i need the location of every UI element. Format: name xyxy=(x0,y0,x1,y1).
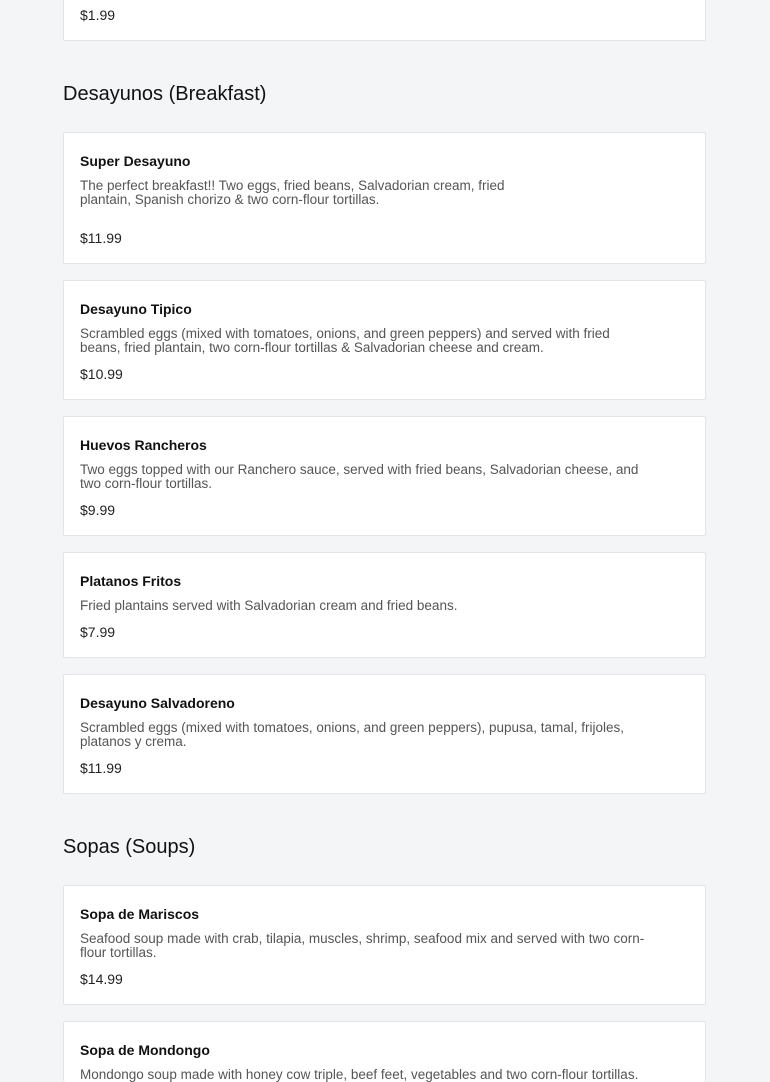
item-description: Fried plantains served with Salvadorian cream and fried beans. xyxy=(80,598,458,613)
item-name: Desayuno Salvadoreno xyxy=(80,695,235,711)
item-description: Two eggs topped with our Ranchero sauce, served with fried beans, Salvadorian cheese, and two corn-flour tortillas. xyxy=(80,462,639,491)
item-name: Super Desayuno xyxy=(80,153,191,169)
item-price: $1.99 xyxy=(80,7,116,23)
menu-item-card[interactable] xyxy=(63,416,706,536)
item-description: The perfect breakfast!! Two eggs, fried beans, Salvadorian cream, fried plantain, Spanish chorizo & two corn-flour tortillas. xyxy=(80,178,505,207)
item-description: Mondongo soup made with honey cow triple, beef feet, vegetables and two corn-flour tortillas. xyxy=(80,1067,639,1082)
item-description: Scrambled eggs (mixed with tomatoes, onions, and green peppers), pupusa, tamal, frijoles, platanos y crema. xyxy=(80,720,625,749)
item-description: Seafood soup made with crab, tilapia, muscles, shrimp, seafood mix and served with two corn- flour tortillas. xyxy=(80,931,645,960)
menu-item-card[interactable] xyxy=(63,674,706,794)
item-name: Sopa de Mariscos xyxy=(80,906,200,922)
menu-item-card[interactable] xyxy=(63,885,706,1005)
item-name: Desayuno Tipico xyxy=(80,301,192,317)
item-price: $14.99 xyxy=(80,971,123,987)
item-price: $11.99 xyxy=(80,760,122,776)
menu-item-card[interactable] xyxy=(63,280,706,400)
section-title: Sopas (Soups) xyxy=(63,836,196,858)
item-name: Platanos Fritos xyxy=(80,573,182,589)
item-price: $9.99 xyxy=(80,502,116,518)
item-description: Scrambled eggs (mixed with tomatoes, onions, and green peppers) and served with fried beans, fried plantain, two corn-flour tortillas & Salvadorian cheese and cream. xyxy=(80,326,610,355)
item-price: $11.99 xyxy=(80,230,122,246)
item-name: Huevos Rancheros xyxy=(80,437,207,453)
menu-item-card[interactable] xyxy=(63,132,706,264)
menu-item-card[interactable] xyxy=(63,1021,706,1082)
item-name: Sopa de Mondongo xyxy=(80,1042,210,1058)
menu-item-card[interactable] xyxy=(63,0,706,41)
section-title: Desayunos (Breakfast) xyxy=(63,83,267,105)
item-price: $10.99 xyxy=(80,366,123,382)
item-price: $7.99 xyxy=(80,624,116,640)
menu-item-card[interactable] xyxy=(63,552,706,658)
